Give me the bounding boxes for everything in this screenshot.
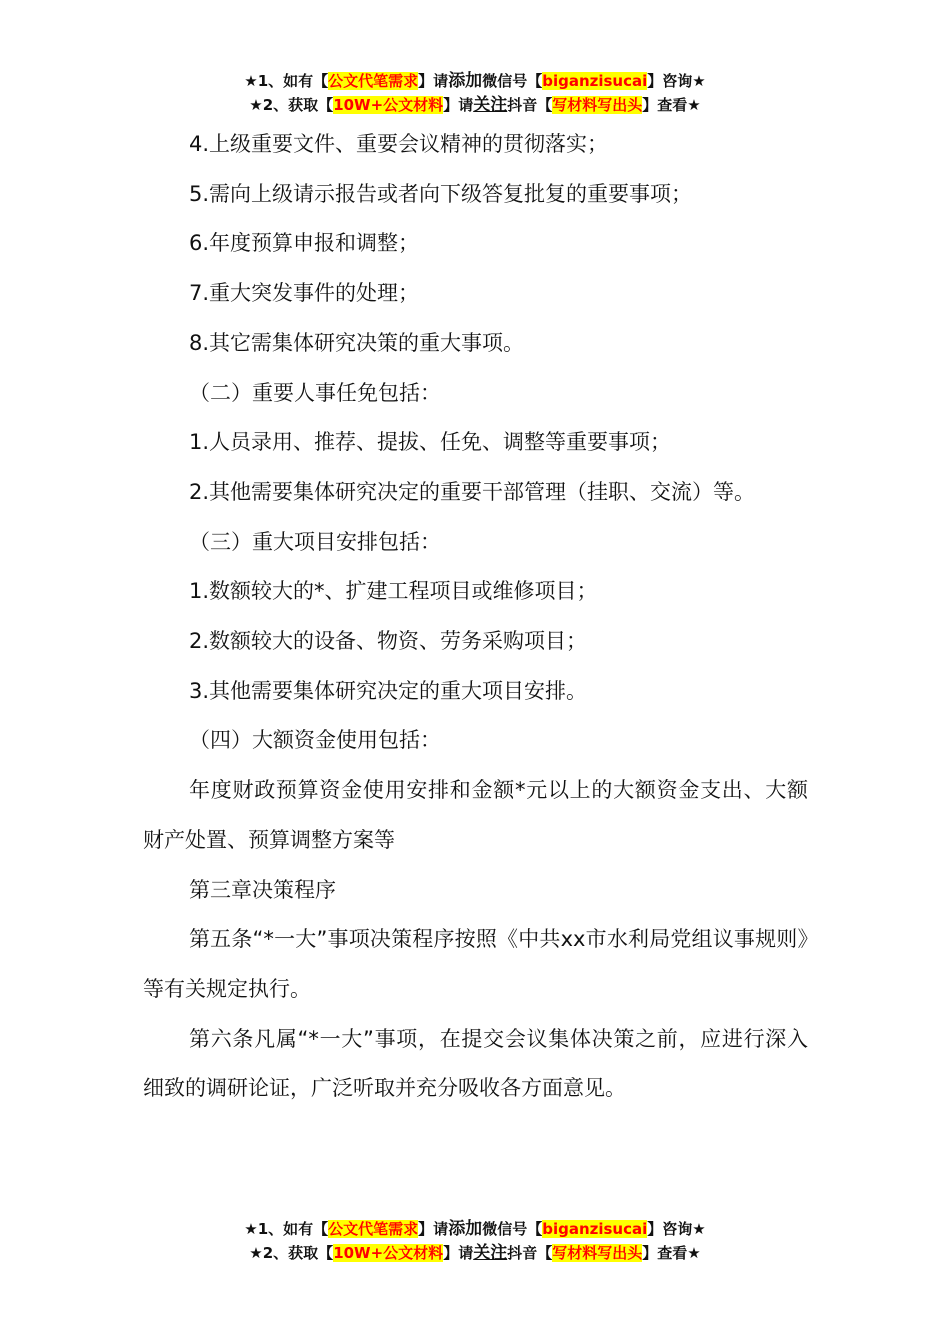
footer-banner (0, 1217, 950, 1265)
paragraph: 1.人员录用、推荐、提拔、任免、调整等重要事项； (189, 430, 672, 455)
banner-line-2: ★2、获取【10W+公文材料】请关注抖音【写材料写出头】查看★ (249, 95, 701, 115)
banner-line-1: ★1、如有【公文代笔需求】请添加微信号【biganzisucai】咨询★ (244, 71, 706, 91)
paragraph: 年度财政预算资金使用安排和金额*元以上的大额资金支出、大额财产处置、预算调整方案等 (143, 778, 808, 852)
paragraph: 5.需向上级请示报告或者向下级答复批复的重要事项； (189, 181, 693, 206)
highlight-materials: 10W+公文材料 (333, 1244, 444, 1262)
banner-line-2: ★2、获取【10W+公文材料】请关注抖音【写材料写出头】查看★ (249, 1243, 701, 1263)
section-heading: （四）大额资金使用包括： (189, 728, 441, 753)
star-icon: ★ (244, 1220, 258, 1238)
highlight-writing-service: 公文代笔需求 (328, 72, 419, 90)
star-icon: ★ (244, 72, 258, 90)
highlight-writing-service: 公文代笔需求 (328, 1220, 419, 1238)
highlight-wechat-id: biganzisucai (542, 72, 648, 90)
paragraph: 2.其他需要集体研究决定的重要干部管理（挂职、交流）等。 (189, 479, 756, 504)
article-paragraph: 第五条“*一大”事项决策程序按照《中共xx市水利局党组议事规则》等有关规定执行。 (143, 927, 808, 1001)
document-body (143, 120, 808, 1114)
paragraph: 2.数额较大的设备、物资、劳务采购项目； (189, 629, 588, 654)
highlight-wechat-id: biganzisucai (542, 1220, 648, 1238)
paragraph: 8.其它需集体研究决策的重大事项。 (189, 330, 525, 355)
section-heading: （二）重要人事任免包括： (189, 380, 441, 405)
paragraph: 1.数额较大的*、扩建工程项目或维修项目； (189, 579, 598, 604)
paragraph: 3.其他需要集体研究决定的重大项目安排。 (189, 678, 588, 703)
article-paragraph: 第六条凡属“*一大”事项，在提交会议集体决策之前，应进行深入细致的调研论证，广泛听取并充分吸收各方面意见。 (143, 1026, 808, 1101)
banner-line-1: ★1、如有【公文代笔需求】请添加微信号【biganzisucai】咨询★ (244, 1219, 706, 1239)
chapter-heading: 第三章决策程序 (189, 877, 336, 902)
highlight-materials: 10W+公文材料 (333, 96, 444, 114)
paragraph: 7.重大突发事件的处理； (189, 281, 420, 306)
paragraph: 6.年度预算申报和调整； (189, 231, 420, 256)
star-icon: ★ (249, 96, 263, 114)
header-banner (0, 69, 950, 117)
section-heading: （三）重大项目安排包括： (189, 529, 441, 554)
star-icon: ★ (249, 1244, 263, 1262)
highlight-douyin-account: 写材料写出头 (552, 96, 643, 114)
paragraph: 4.上级重要文件、重要会议精神的贯彻落实； (189, 132, 609, 156)
highlight-douyin-account: 写材料写出头 (552, 1244, 643, 1262)
